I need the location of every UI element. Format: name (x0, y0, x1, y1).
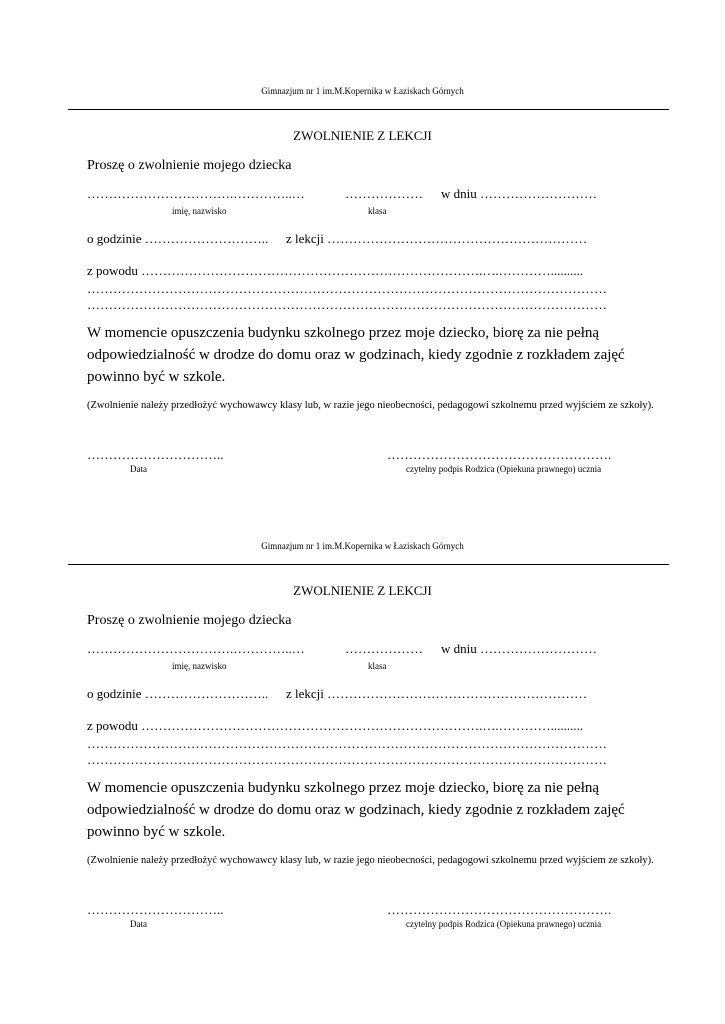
parent-signature-field[interactable]: ……………………………………………. (387, 447, 612, 462)
name-field[interactable]: …………………………….…………..… (87, 186, 305, 201)
date-caption: Data (130, 464, 147, 474)
class-field[interactable]: ……………… (345, 186, 423, 201)
reason-line-2[interactable]: ………………………………………………………………………………………………………… (87, 736, 607, 751)
signature-caption: czytelny podpis Rodzica (Opiekuna prawnego) ucznia (406, 464, 602, 474)
school-header: Gimnazjum nr 1 im.M.Kopernika w Łaziskach Górnych (261, 86, 464, 96)
class-caption: klasa (368, 206, 387, 216)
submission-note: (Zwolnienie należy przedłożyć wychowawcy klasy lub, w razie jego nieobecności, pedagogowi szkolnemu przed wyjściem ze szkoły). (87, 400, 654, 411)
signature-caption: czytelny podpis Rodzica (Opiekuna prawnego) ucznia (406, 919, 602, 929)
form-title: ZWOLNIENIE Z LEKCJI (293, 128, 432, 143)
reason-line-3[interactable]: ………………………………………………………………………………………………………… (87, 297, 607, 312)
parent-signature-field[interactable]: ……………………………………………. (387, 902, 612, 917)
date-field[interactable]: w dniu ……………………… (441, 641, 597, 656)
reason-line-2[interactable]: ………………………………………………………………………………………………………… (87, 281, 607, 296)
lesson-field[interactable]: z lekcji …………………………………………………… (286, 686, 588, 701)
lesson-field[interactable]: z lekcji …………………………………………………… (286, 231, 588, 246)
request-text: Proszę o zwolnienie mojego dziecka (87, 613, 292, 628)
date-caption: Data (130, 919, 147, 929)
request-text: Proszę o zwolnienie mojego dziecka (87, 158, 292, 173)
hour-field[interactable]: o godzinie ……………………….. (87, 686, 269, 701)
name-field[interactable]: …………………………….…………..… (87, 641, 305, 656)
reason-line-3[interactable]: ………………………………………………………………………………………………………… (87, 752, 607, 767)
class-caption: klasa (368, 661, 387, 671)
name-caption: imię, nazwisko (172, 206, 227, 216)
header-rule (68, 564, 669, 565)
submission-note: (Zwolnienie należy przedłożyć wychowawcy klasy lub, w razie jego nieobecności, pedagogowi szkolnemu przed wyjściem ze szkoły). (87, 855, 654, 866)
parent-statement: W momencie opuszczenia budynku szkolnego przez moje dziecko, biorę za nie pełną odpowiedzialność w drodze do domu oraz w godzinach, kiedy zgodnie z rozkładem zajęć powinno być w szkole. (87, 325, 625, 385)
parent-statement: W momencie opuszczenia budynku szkolnego przez moje dziecko, biorę za nie pełną odpowiedzialność w drodze do domu oraz w godzinach, kiedy zgodnie z rozkładem zajęć powinno być w szkole. (87, 780, 625, 840)
header-rule (68, 109, 669, 110)
reason-field[interactable]: z powodu …………………………………………………………………….….………….......... (87, 718, 584, 733)
class-field[interactable]: ……………… (345, 641, 423, 656)
date-field[interactable]: w dniu ……………………… (441, 186, 597, 201)
school-header: Gimnazjum nr 1 im.M.Kopernika w Łaziskach Górnych (261, 541, 464, 551)
date-signature-field[interactable]: ………………………….. (87, 902, 224, 917)
reason-field[interactable]: z powodu …………………………………………………………………….….………….......... (87, 263, 584, 278)
name-caption: imię, nazwisko (172, 661, 227, 671)
form-title: ZWOLNIENIE Z LEKCJI (293, 583, 432, 598)
hour-field[interactable]: o godzinie ……………………….. (87, 231, 269, 246)
date-signature-field[interactable]: ………………………….. (87, 447, 224, 462)
